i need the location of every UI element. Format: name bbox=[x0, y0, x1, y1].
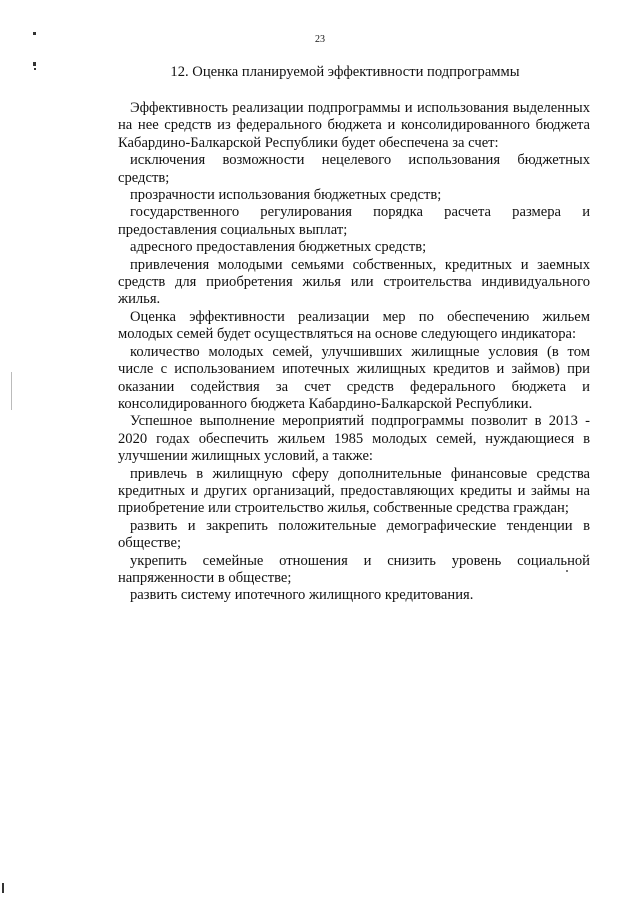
paragraph: развить систему ипотечного жилищного кредитования. bbox=[130, 587, 474, 604]
paragraph: Оценка эффективности реализации мер по обеспечению жильем молодых семей будет осуществляться на основе следующего индикатора: bbox=[118, 308, 590, 343]
section-heading: 12. Оценка планируемой эффективности подпрограммы bbox=[170, 64, 520, 80]
scan-edge-line bbox=[11, 372, 12, 410]
paragraph: привлечь в жилищную сферу дополнительные финансовые средства кредитных и других организаций, предоставляющих кредиты и займы на приобретение или строительство жилья, собственные средства граждан; bbox=[118, 465, 590, 517]
paragraph: адресного предоставления бюджетных средств; bbox=[130, 239, 427, 256]
paragraph: развить и закрепить положительные демографические тенденции в обществе; bbox=[118, 517, 590, 552]
paragraph: привлечения молодыми семьями собственных, кредитных и заемных средств для приобретения жилья или строительства индивидуального жилья. bbox=[118, 256, 590, 308]
page-number: 23 bbox=[315, 34, 325, 45]
paragraph: Успешное выполнение мероприятий подпрограммы позволит в 2013 - 2020 годах обеспечить жильем 1985 молодых семей, нуждающиеся в улучшении жилищных условий, а также: bbox=[118, 413, 590, 465]
scan-mark bbox=[2, 883, 4, 893]
paragraph: количество молодых семей, улучшивших жилищные условия (в том числе с использованием ипотечных жилищных кредитов и займов) при оказании содействия за счет средств федерального бюджета и консолидированного бюджета Кабардино-Балкарской Республики. bbox=[118, 343, 590, 412]
paragraph: Эффективность реализации подпрограммы и использования выделенных на нее средств из федерального бюджета и консолидированного бюджета Кабардино-Балкарской Республики будет обеспечена за счет: bbox=[118, 100, 590, 151]
paragraph: государственного регулирования порядка расчета размера и предоставления социальных выплат; bbox=[118, 204, 590, 238]
paragraph: прозрачности использования бюджетных средств; bbox=[130, 187, 442, 204]
document-body bbox=[118, 100, 590, 605]
paragraph: исключения возможности нецелевого использования бюджетных средств; bbox=[118, 152, 590, 186]
paragraph: укрепить семейные отношения и снизить уровень социальной напряженности в обществе; bbox=[118, 552, 590, 586]
